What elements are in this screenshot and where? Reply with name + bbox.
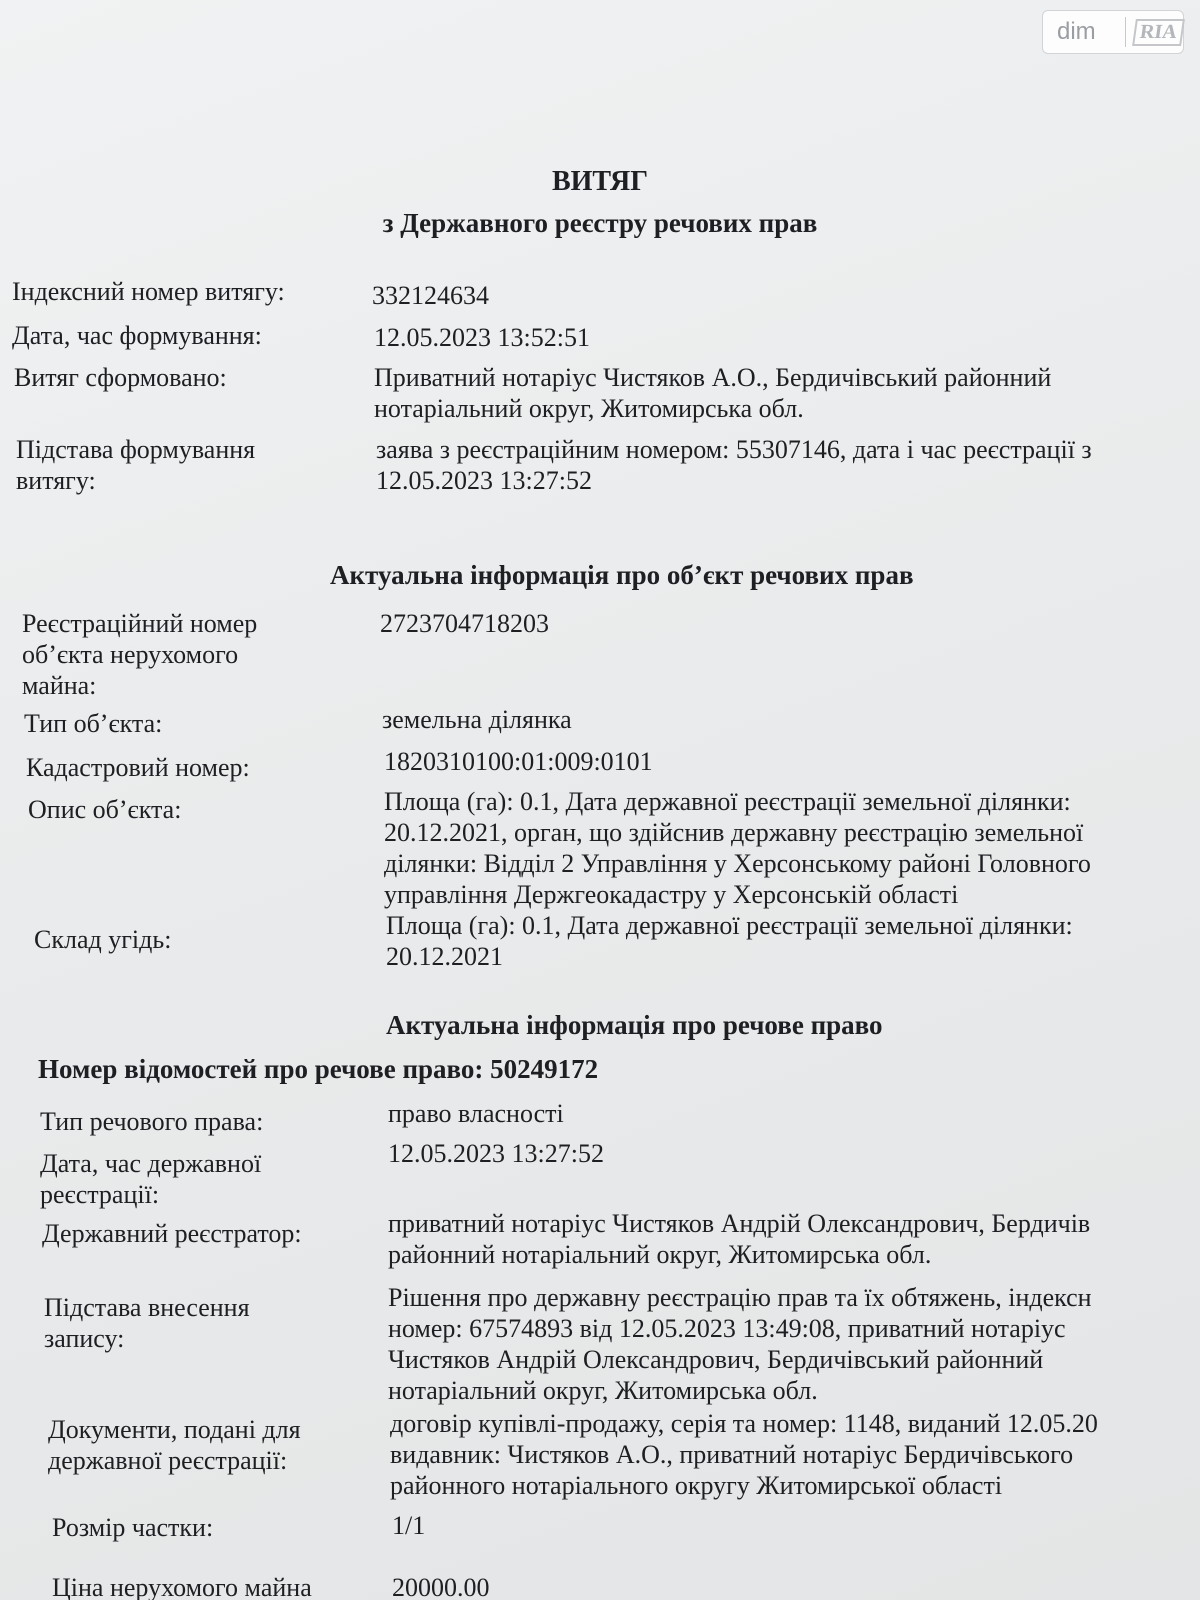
object-type-label: Тип об’єкта: [24,709,163,738]
state-registrar-value: приватний нотаріус Чистяков Андрій Олександрович, Бердичів районний нотаріальний округ, Житомирська обл. [388,1209,1091,1269]
object-type-value: земельна ділянка [382,705,572,734]
submitted-documents-label: Документи, подані для державної реєстрації: [48,1415,301,1475]
watermark-brand-text: dim [1057,18,1096,45]
entry-basis-value: Рішення про державну реєстрацію прав та їх обтяжень, індексн номер: 67574893 від 12.05.2023 13:49:08, приватний нотаріус Чистяков Андрій Олександрович, Бердичівський районний нотаріальний округ, Житомирська обл. [388,1283,1092,1405]
object-description-label: Опис об’єкта: [28,795,182,824]
share-size-value: 1/1 [392,1511,426,1540]
extract-date-value: 12.05.2023 13:52:51 [374,323,590,352]
entry-basis-label: Підстава внесення запису: [44,1293,250,1353]
state-registrar-label: Державний реєстратор: [42,1219,302,1248]
extract-formed-by-label: Витяг сформовано: [14,363,227,392]
share-size-label: Розмір частки: [52,1513,214,1542]
dimria-watermark-logo [1042,10,1184,54]
object-description-value: Площа (га): 0.1, Дата державної реєстрації земельної ділянки: 20.12.2021, орган, що здійснив державну реєстрацію земельної ділянки: Відділ 2 Управління у Херсонському районі Головного управління Держгеокадастру у Херсонській області [384,787,1091,909]
extract-basis-label: Підстава формування витягу: [16,435,256,495]
right-type-value: право власності [388,1099,564,1128]
extract-date-label: Дата, час формування: [12,321,262,350]
right-record-number: Номер відомостей про речове право: 50249172 [38,1054,599,1084]
extract-basis-value: заява з реєстраційним номером: 55307146, дата і час реєстрації з 12.05.2023 13:27:52 [376,435,1092,495]
right-section-heading: Актуальна інформація про речове право [386,1010,883,1040]
submitted-documents-value: договір купівлі-продажу, серія та номер: 1148, виданий 12.05.20 видавник: Чистяков А.О., приватний нотаріус Бердичівського районного нотаріального округу Житомирської області [390,1409,1098,1500]
object-registry-number-value: 2723704718203 [380,609,549,638]
watermark-ria-logo: RIA [1132,19,1184,46]
document-title: ВИТЯГ [551,166,649,197]
right-type-label: Тип речового права: [40,1107,264,1136]
extract-index-value: 332124634 [372,281,489,310]
property-price-value: 20000.00 [392,1573,490,1600]
property-price-label: Ціна нерухомого майна [52,1573,312,1600]
object-section-heading: Актуальна інформація про об’єкт речових прав [330,560,914,590]
watermark-divider [1125,17,1126,47]
land-composition-value: Площа (га): 0.1, Дата державної реєстрації земельної ділянки: 20.12.2021 [386,911,1073,971]
cadastral-number-value: 1820310100:01:009:0101 [384,747,653,776]
registration-datetime-label: Дата, час державної реєстрації: [40,1149,262,1209]
object-registry-number-label: Реєстраційний номер об’єкта нерухомого майна: [22,609,258,700]
cadastral-number-label: Кадастровий номер: [26,753,250,782]
registration-datetime-value: 12.05.2023 13:27:52 [388,1139,604,1168]
land-composition-label: Склад угідь: [34,925,172,954]
document-subtitle: з Державного реєстру речових прав [382,208,818,238]
extract-index-label: Індексний номер витягу: [12,277,285,306]
extract-formed-by-value: Приватний нотаріус Чистяков А.О., Бердичівський районний нотаріальний округ, Житомирська обл. [374,363,1052,423]
